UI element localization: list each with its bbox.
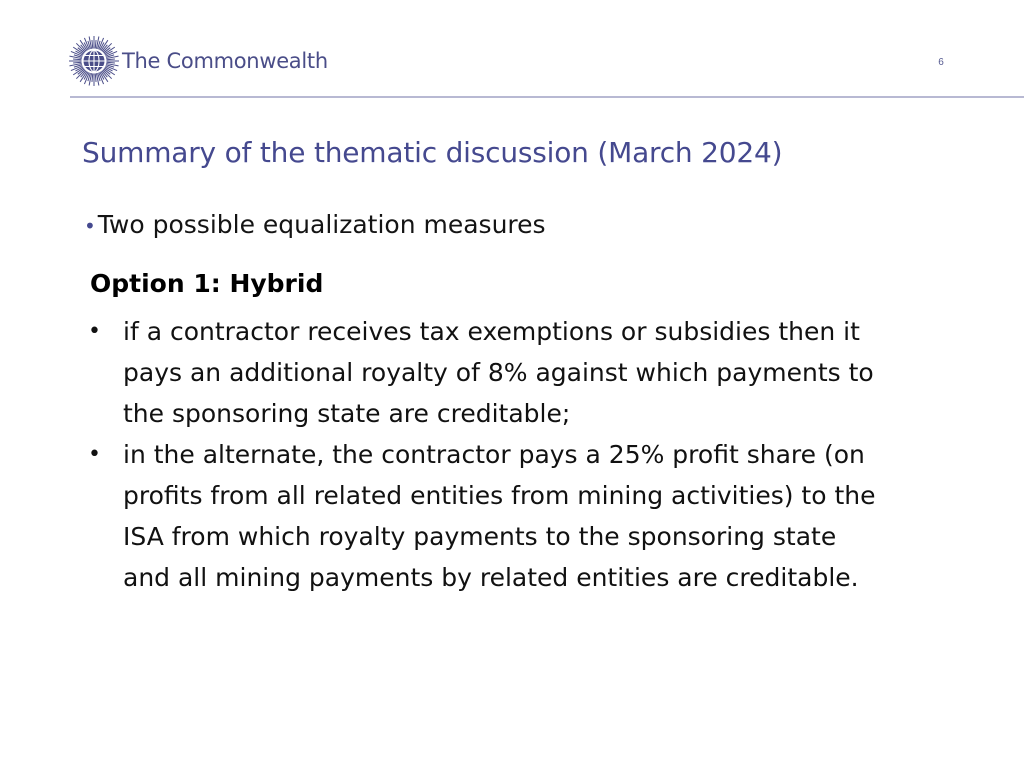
lead-bullet-text: Two possible equalization measures — [97, 210, 546, 239]
option-bullet-list — [88, 311, 888, 598]
option-heading: Option 1: Hybrid — [90, 269, 324, 298]
list-item-text: in the alternate, the contractor pays a 25% profit share (on profits from all related entities from mining activities) to the ISA from which royalty payments to the sponsoring state and all mining payments by related entities are creditable. — [123, 440, 876, 592]
header-divider — [70, 96, 1024, 98]
org-name: The Commonwealth — [122, 49, 328, 73]
bullet-dot: • — [88, 319, 101, 344]
lead-bullet — [84, 210, 964, 239]
bullet-dot: • — [88, 442, 101, 467]
slide-number: 6 — [938, 57, 944, 68]
commonwealth-globe-icon — [68, 35, 120, 87]
bullet-dot: • — [84, 214, 96, 238]
slide-header — [0, 0, 1024, 97]
commonwealth-logo — [68, 33, 328, 89]
list-item-text: if a contractor receives tax exemptions or subsidies then it pays an additional royalty of 8% against which payments to the sponsoring state are creditable; — [123, 317, 874, 428]
slide-title: Summary of the thematic discussion (March 2024) — [82, 136, 783, 169]
list-item — [88, 434, 888, 598]
list-item — [88, 311, 888, 434]
